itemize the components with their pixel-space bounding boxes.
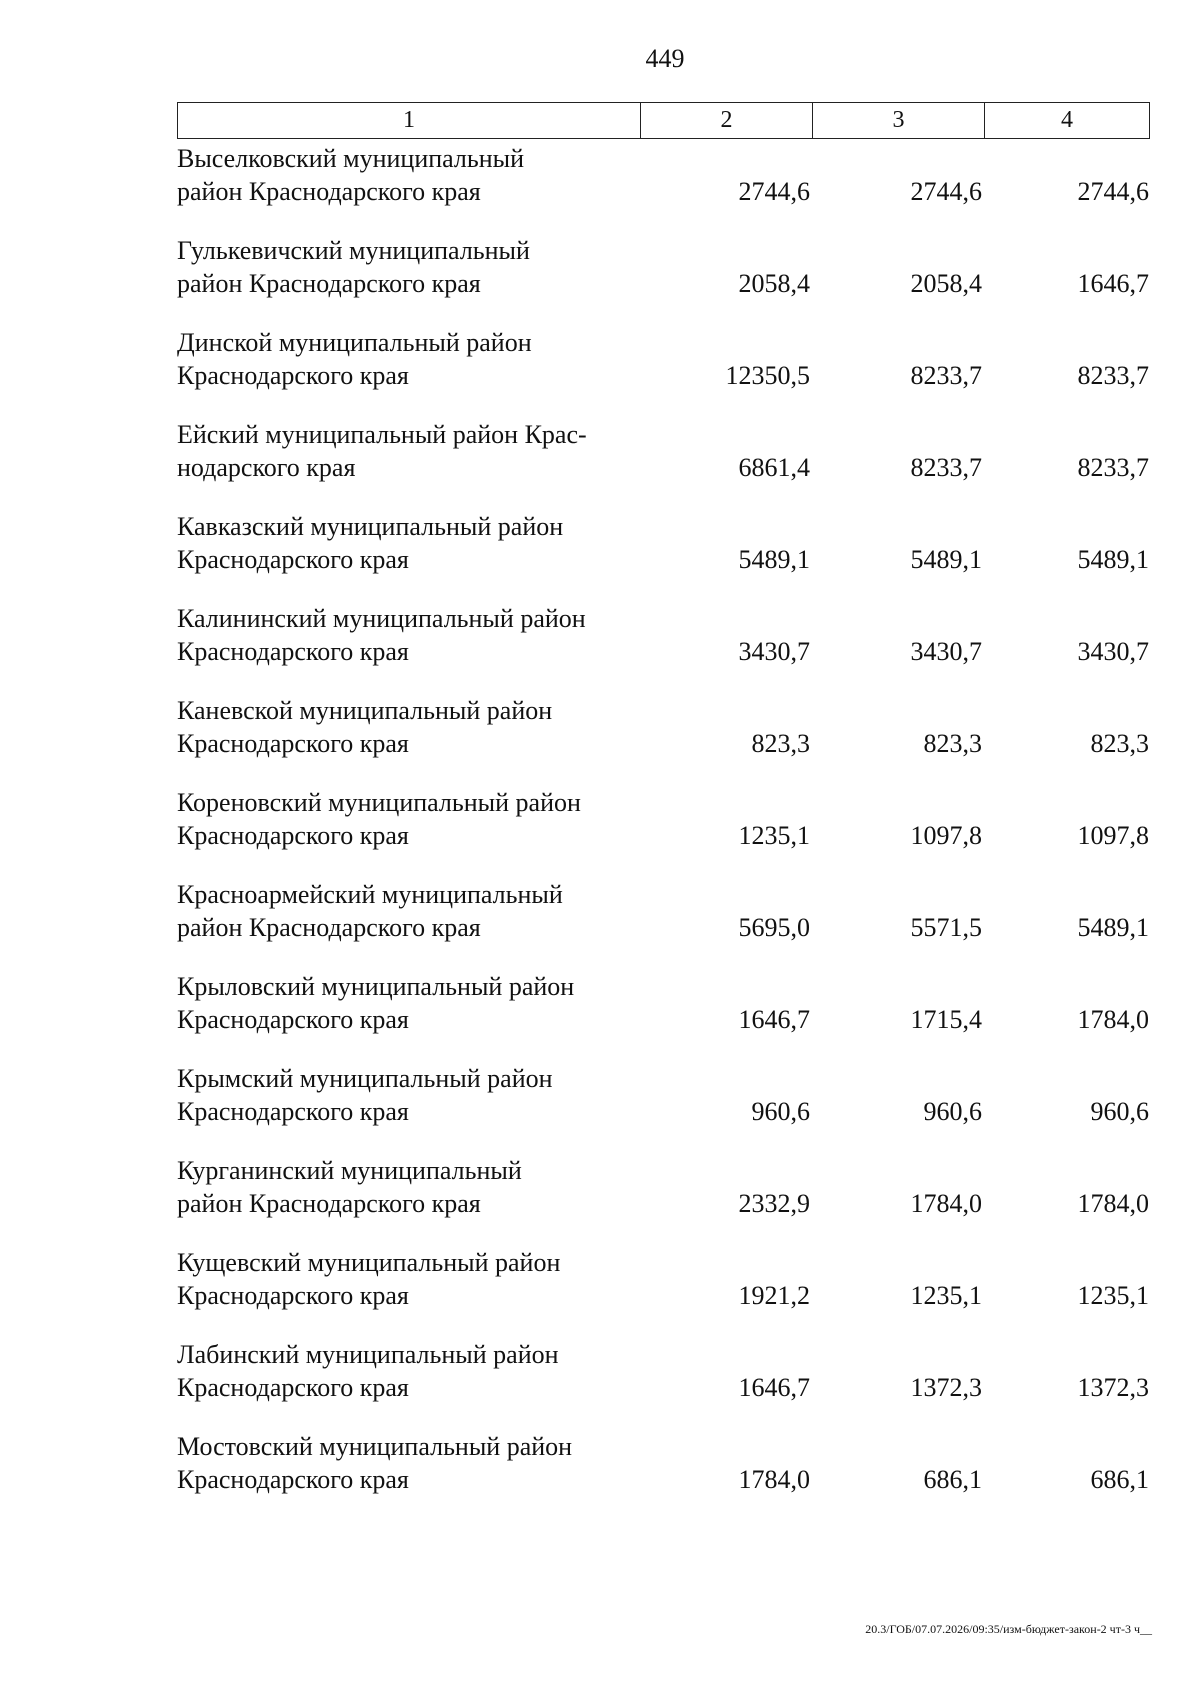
value-col-4: 1646,7 bbox=[1077, 269, 1149, 298]
value-col-4: 960,6 bbox=[1090, 1097, 1149, 1126]
value-col-3: 823,3 bbox=[923, 729, 982, 758]
value-col-3: 1784,0 bbox=[910, 1189, 982, 1218]
value-col-2: 823,3 bbox=[751, 729, 810, 758]
value-col-4: 5489,1 bbox=[1077, 913, 1149, 942]
value-col-3: 5489,1 bbox=[910, 545, 982, 574]
table-row bbox=[177, 1246, 1150, 1338]
table-row bbox=[177, 786, 1150, 878]
table-row bbox=[177, 142, 1150, 234]
header-col-1: 1 bbox=[178, 103, 641, 138]
district-name: Кавказский муниципальный район Краснодарского края bbox=[177, 512, 564, 574]
district-name: Крымский муниципальный район Краснодарского края bbox=[177, 1064, 553, 1126]
table-row bbox=[177, 1154, 1150, 1246]
table-header bbox=[177, 102, 1150, 139]
district-name: Каневской муниципальный район Краснодарского края bbox=[177, 696, 553, 758]
table-row bbox=[177, 970, 1150, 1062]
value-col-3: 1715,4 bbox=[910, 1005, 982, 1034]
value-col-2: 5489,1 bbox=[738, 545, 810, 574]
table-row bbox=[177, 1430, 1150, 1522]
value-col-2: 5695,0 bbox=[738, 913, 810, 942]
value-col-4: 686,1 bbox=[1090, 1465, 1149, 1494]
value-col-4: 1784,0 bbox=[1077, 1189, 1149, 1218]
table-row bbox=[177, 878, 1150, 970]
value-col-2: 2058,4 bbox=[738, 269, 810, 298]
value-col-3: 686,1 bbox=[923, 1465, 982, 1494]
value-col-4: 1235,1 bbox=[1077, 1281, 1149, 1310]
value-col-3: 1097,8 bbox=[910, 821, 982, 850]
header-col-4: 4 bbox=[1061, 107, 1073, 133]
footer-document-code: 20.3/ГОБ/07.07.2026/09:35/изм-бюджет-закон-2 чт-3 ч__ bbox=[865, 1622, 1152, 1636]
value-col-3: 2744,6 bbox=[910, 177, 982, 206]
value-col-2: 1646,7 bbox=[738, 1373, 810, 1402]
value-col-3: 3430,7 bbox=[910, 637, 982, 666]
value-col-3: 8233,7 bbox=[910, 453, 982, 482]
value-col-2: 1921,2 bbox=[738, 1281, 810, 1310]
value-col-3: 960,6 bbox=[923, 1097, 982, 1126]
value-col-3: 5571,5 bbox=[910, 913, 982, 942]
table-row bbox=[177, 418, 1150, 510]
table-row bbox=[177, 602, 1150, 694]
district-name: Динской муниципальный район Краснодарского края bbox=[177, 328, 532, 390]
page-number: 449 bbox=[645, 44, 685, 73]
value-col-2: 960,6 bbox=[751, 1097, 810, 1126]
district-name: Курганинский муниципальный район Краснодарского края bbox=[177, 1156, 522, 1218]
value-col-4: 8233,7 bbox=[1077, 361, 1149, 390]
district-name: Калининский муниципальный район Краснодарского края bbox=[177, 604, 586, 666]
value-col-4: 823,3 bbox=[1090, 729, 1149, 758]
table-row bbox=[177, 694, 1150, 786]
district-name: Лабинский муниципальный район Краснодарского края bbox=[177, 1340, 559, 1402]
value-col-4: 1372,3 bbox=[1077, 1373, 1149, 1402]
value-col-2: 3430,7 bbox=[738, 637, 810, 666]
value-col-3: 1372,3 bbox=[910, 1373, 982, 1402]
district-name: Мостовский муниципальный район Краснодарского края bbox=[177, 1432, 573, 1494]
value-col-2: 1646,7 bbox=[738, 1005, 810, 1034]
district-name: Выселковский муниципальный район Краснодарского края bbox=[177, 144, 525, 206]
header-col-3: 3 bbox=[813, 103, 985, 138]
value-col-4: 1097,8 bbox=[1077, 821, 1149, 850]
value-col-2: 1235,1 bbox=[738, 821, 810, 850]
header-col-2: 2 bbox=[641, 103, 813, 138]
value-col-3: 2058,4 bbox=[910, 269, 982, 298]
value-col-2: 12350,5 bbox=[725, 361, 810, 390]
value-col-2: 6861,4 bbox=[738, 453, 810, 482]
value-col-2: 2332,9 bbox=[738, 1189, 810, 1218]
value-col-4: 5489,1 bbox=[1077, 545, 1149, 574]
table-row bbox=[177, 1338, 1150, 1430]
table-row bbox=[177, 1062, 1150, 1154]
value-col-3: 1235,1 bbox=[910, 1281, 982, 1310]
value-col-2: 1784,0 bbox=[738, 1465, 810, 1494]
district-name: Кореновский муниципальный район Краснодарского края bbox=[177, 788, 581, 850]
value-col-4: 1784,0 bbox=[1077, 1005, 1149, 1034]
district-name: Гулькевичский муниципальный район Краснодарского края bbox=[177, 236, 530, 298]
district-name: Красноармейский муниципальный район Краснодарского края bbox=[177, 880, 563, 942]
table-row bbox=[177, 510, 1150, 602]
value-col-4: 8233,7 bbox=[1077, 453, 1149, 482]
district-name: Крыловский муниципальный район Краснодарского края bbox=[177, 972, 575, 1034]
table-row bbox=[177, 234, 1150, 326]
table-body bbox=[177, 142, 1150, 1522]
value-col-2: 2744,6 bbox=[738, 177, 810, 206]
value-col-4: 3430,7 bbox=[1077, 637, 1149, 666]
table-row bbox=[177, 326, 1150, 418]
district-name: Кущевский муниципальный район Краснодарского края bbox=[177, 1248, 561, 1310]
district-name: Ейский муниципальный район Крас- нодарского края bbox=[177, 420, 587, 482]
value-col-3: 8233,7 bbox=[910, 361, 982, 390]
value-col-4: 2744,6 bbox=[1077, 177, 1149, 206]
